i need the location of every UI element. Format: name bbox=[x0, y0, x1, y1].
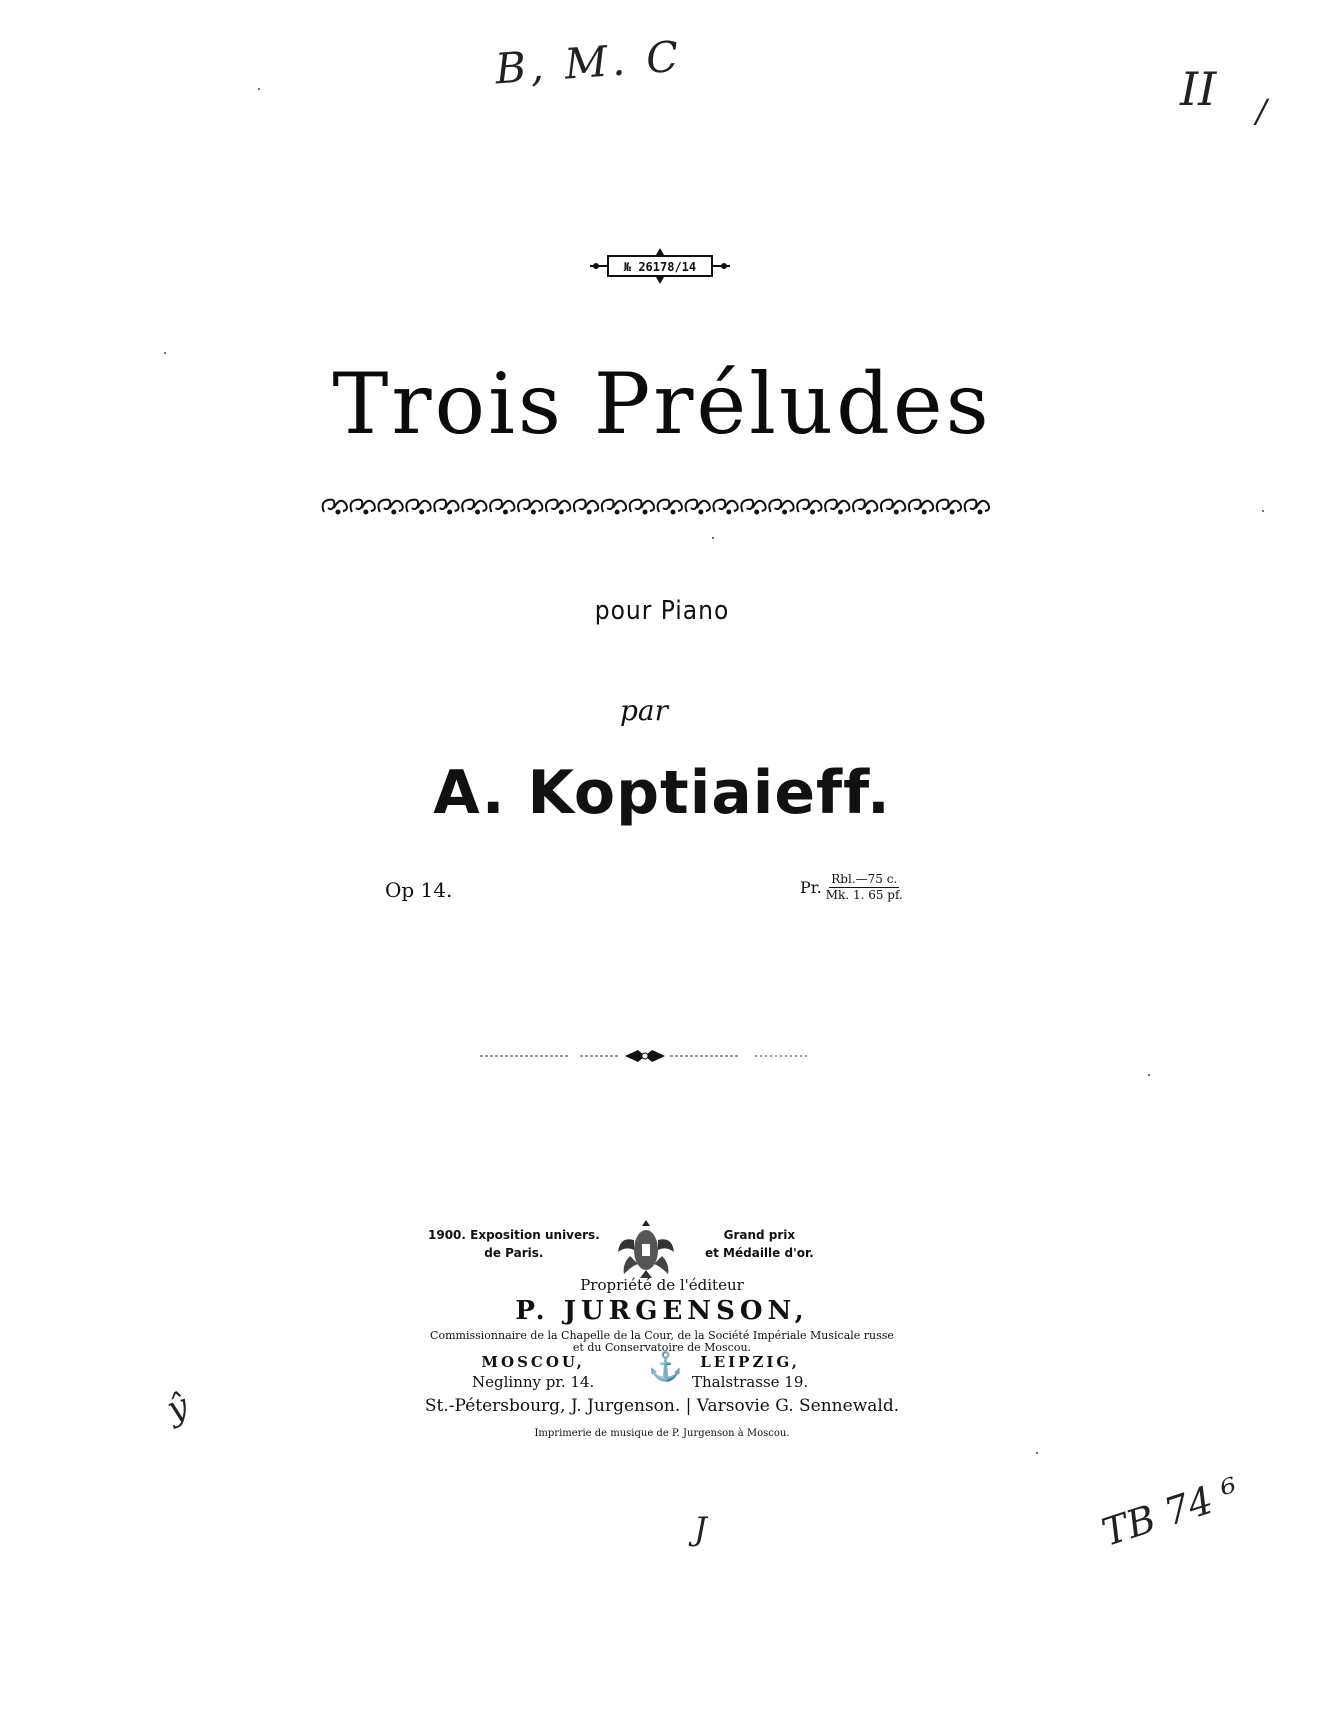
exposition-note-left bbox=[428, 1226, 600, 1262]
decorative-scroll-border-icon bbox=[320, 490, 990, 526]
scroll-ornament-unit bbox=[713, 500, 737, 515]
scroll-ornament-unit bbox=[351, 500, 375, 515]
expo-left-line-1: 1900. Exposition univers. bbox=[428, 1228, 600, 1242]
decorative-divider-icon bbox=[480, 1046, 810, 1066]
handwritten-mark-top-right: / bbox=[1256, 92, 1267, 130]
scroll-ornament-unit bbox=[518, 500, 542, 515]
scan-speck bbox=[1036, 1452, 1038, 1454]
scan-speck bbox=[258, 88, 260, 90]
scroll-ornament-unit bbox=[378, 500, 402, 515]
scroll-ornament-unit bbox=[797, 500, 821, 515]
exposition-note-right bbox=[705, 1226, 814, 1262]
scroll-ornament-unit bbox=[546, 500, 570, 515]
scroll-ornament-unit bbox=[602, 500, 626, 515]
publisher-name: P. JURGENSON, bbox=[515, 1296, 809, 1326]
handwritten-mark-bottom-center: J bbox=[694, 1510, 707, 1548]
scroll-ornament-unit bbox=[825, 500, 849, 515]
scroll-ornament-unit bbox=[769, 500, 793, 515]
scroll-ornament-unit bbox=[741, 500, 765, 515]
printer-line: Imprimerie de musique de P. Jurgenson à Moscou. bbox=[534, 1428, 790, 1439]
scan-speck bbox=[1148, 1074, 1150, 1076]
scroll-ornament-unit bbox=[937, 500, 961, 515]
handwritten-numeral-top-right: II bbox=[1180, 62, 1217, 116]
page-title: Trois Préludes bbox=[332, 355, 992, 453]
price-fraction bbox=[826, 872, 903, 903]
scroll-ornament-unit bbox=[462, 500, 486, 515]
scroll-ornament-unit bbox=[686, 500, 710, 515]
scroll-ornament-unit bbox=[881, 500, 905, 515]
property-line: Propriété de l'éditeur bbox=[580, 1276, 744, 1294]
city-leipzig: LEIPZIG, bbox=[700, 1353, 800, 1371]
scroll-ornament-unit bbox=[574, 500, 598, 515]
handwritten-mark-left-margin: ŷ bbox=[161, 1385, 194, 1431]
handwritten-note-top-left: В, М. С bbox=[493, 31, 684, 94]
stamp-number: № 26178/14 bbox=[623, 260, 697, 274]
scan-speck bbox=[1262, 510, 1264, 512]
commission-line-1: Commissionnaire de la Chapelle de la Cour, de la Société Impériale Musicale russe bbox=[430, 1329, 894, 1342]
scroll-ornament-unit bbox=[909, 500, 933, 515]
city-moscow: MOSCOU, bbox=[481, 1353, 585, 1371]
expo-right-line-1: Grand prix bbox=[723, 1228, 796, 1242]
branches-line: St.-Pétersbourg, J. Jurgenson. | Varsovie G. Sennewald. bbox=[424, 1396, 900, 1416]
address-moscow: Neglinny pr. 14. bbox=[472, 1373, 595, 1391]
opus-number: Op 14. bbox=[385, 878, 453, 902]
scroll-ornament-unit bbox=[323, 500, 347, 515]
leipzig-address bbox=[692, 1352, 808, 1392]
composer-name: A. Koptiaieff. bbox=[433, 758, 891, 828]
scan-speck bbox=[712, 537, 714, 539]
scroll-ornament-unit bbox=[406, 500, 430, 515]
address-leipzig: Thalstrasse 19. bbox=[692, 1373, 809, 1391]
subtitle: pour Piano bbox=[594, 596, 730, 626]
imperial-eagle-crest-icon bbox=[616, 1216, 676, 1280]
anchor-separator-icon: ⚓ bbox=[648, 1350, 683, 1383]
price-rubles: Rbl.—75 c. bbox=[831, 872, 898, 886]
price bbox=[800, 872, 903, 903]
scan-speck bbox=[164, 352, 166, 354]
scroll-ornament-unit bbox=[434, 500, 458, 515]
handwritten-shelfmark-bottom-right: ТВ 74 ⁶ bbox=[1096, 1469, 1245, 1555]
price-prefix: Pr. bbox=[800, 878, 822, 897]
moscow-address bbox=[472, 1352, 594, 1392]
commission-line-2: et du Conservatoire de Moscou. bbox=[572, 1341, 752, 1354]
stamp-frame-icon bbox=[590, 246, 730, 286]
scroll-ornament-unit bbox=[630, 500, 654, 515]
by-word: par bbox=[620, 694, 669, 727]
expo-right-line-2: et Médaille d'or. bbox=[705, 1246, 814, 1260]
expo-left-line-2: de Paris. bbox=[484, 1246, 544, 1260]
scroll-ornament-unit bbox=[658, 500, 682, 515]
price-marks: Mk. 1. 65 pf. bbox=[825, 888, 903, 902]
scroll-ornament-unit bbox=[965, 500, 989, 515]
library-stamp bbox=[590, 246, 730, 286]
scroll-ornament-unit bbox=[853, 500, 877, 515]
scroll-ornament-unit bbox=[490, 500, 514, 515]
